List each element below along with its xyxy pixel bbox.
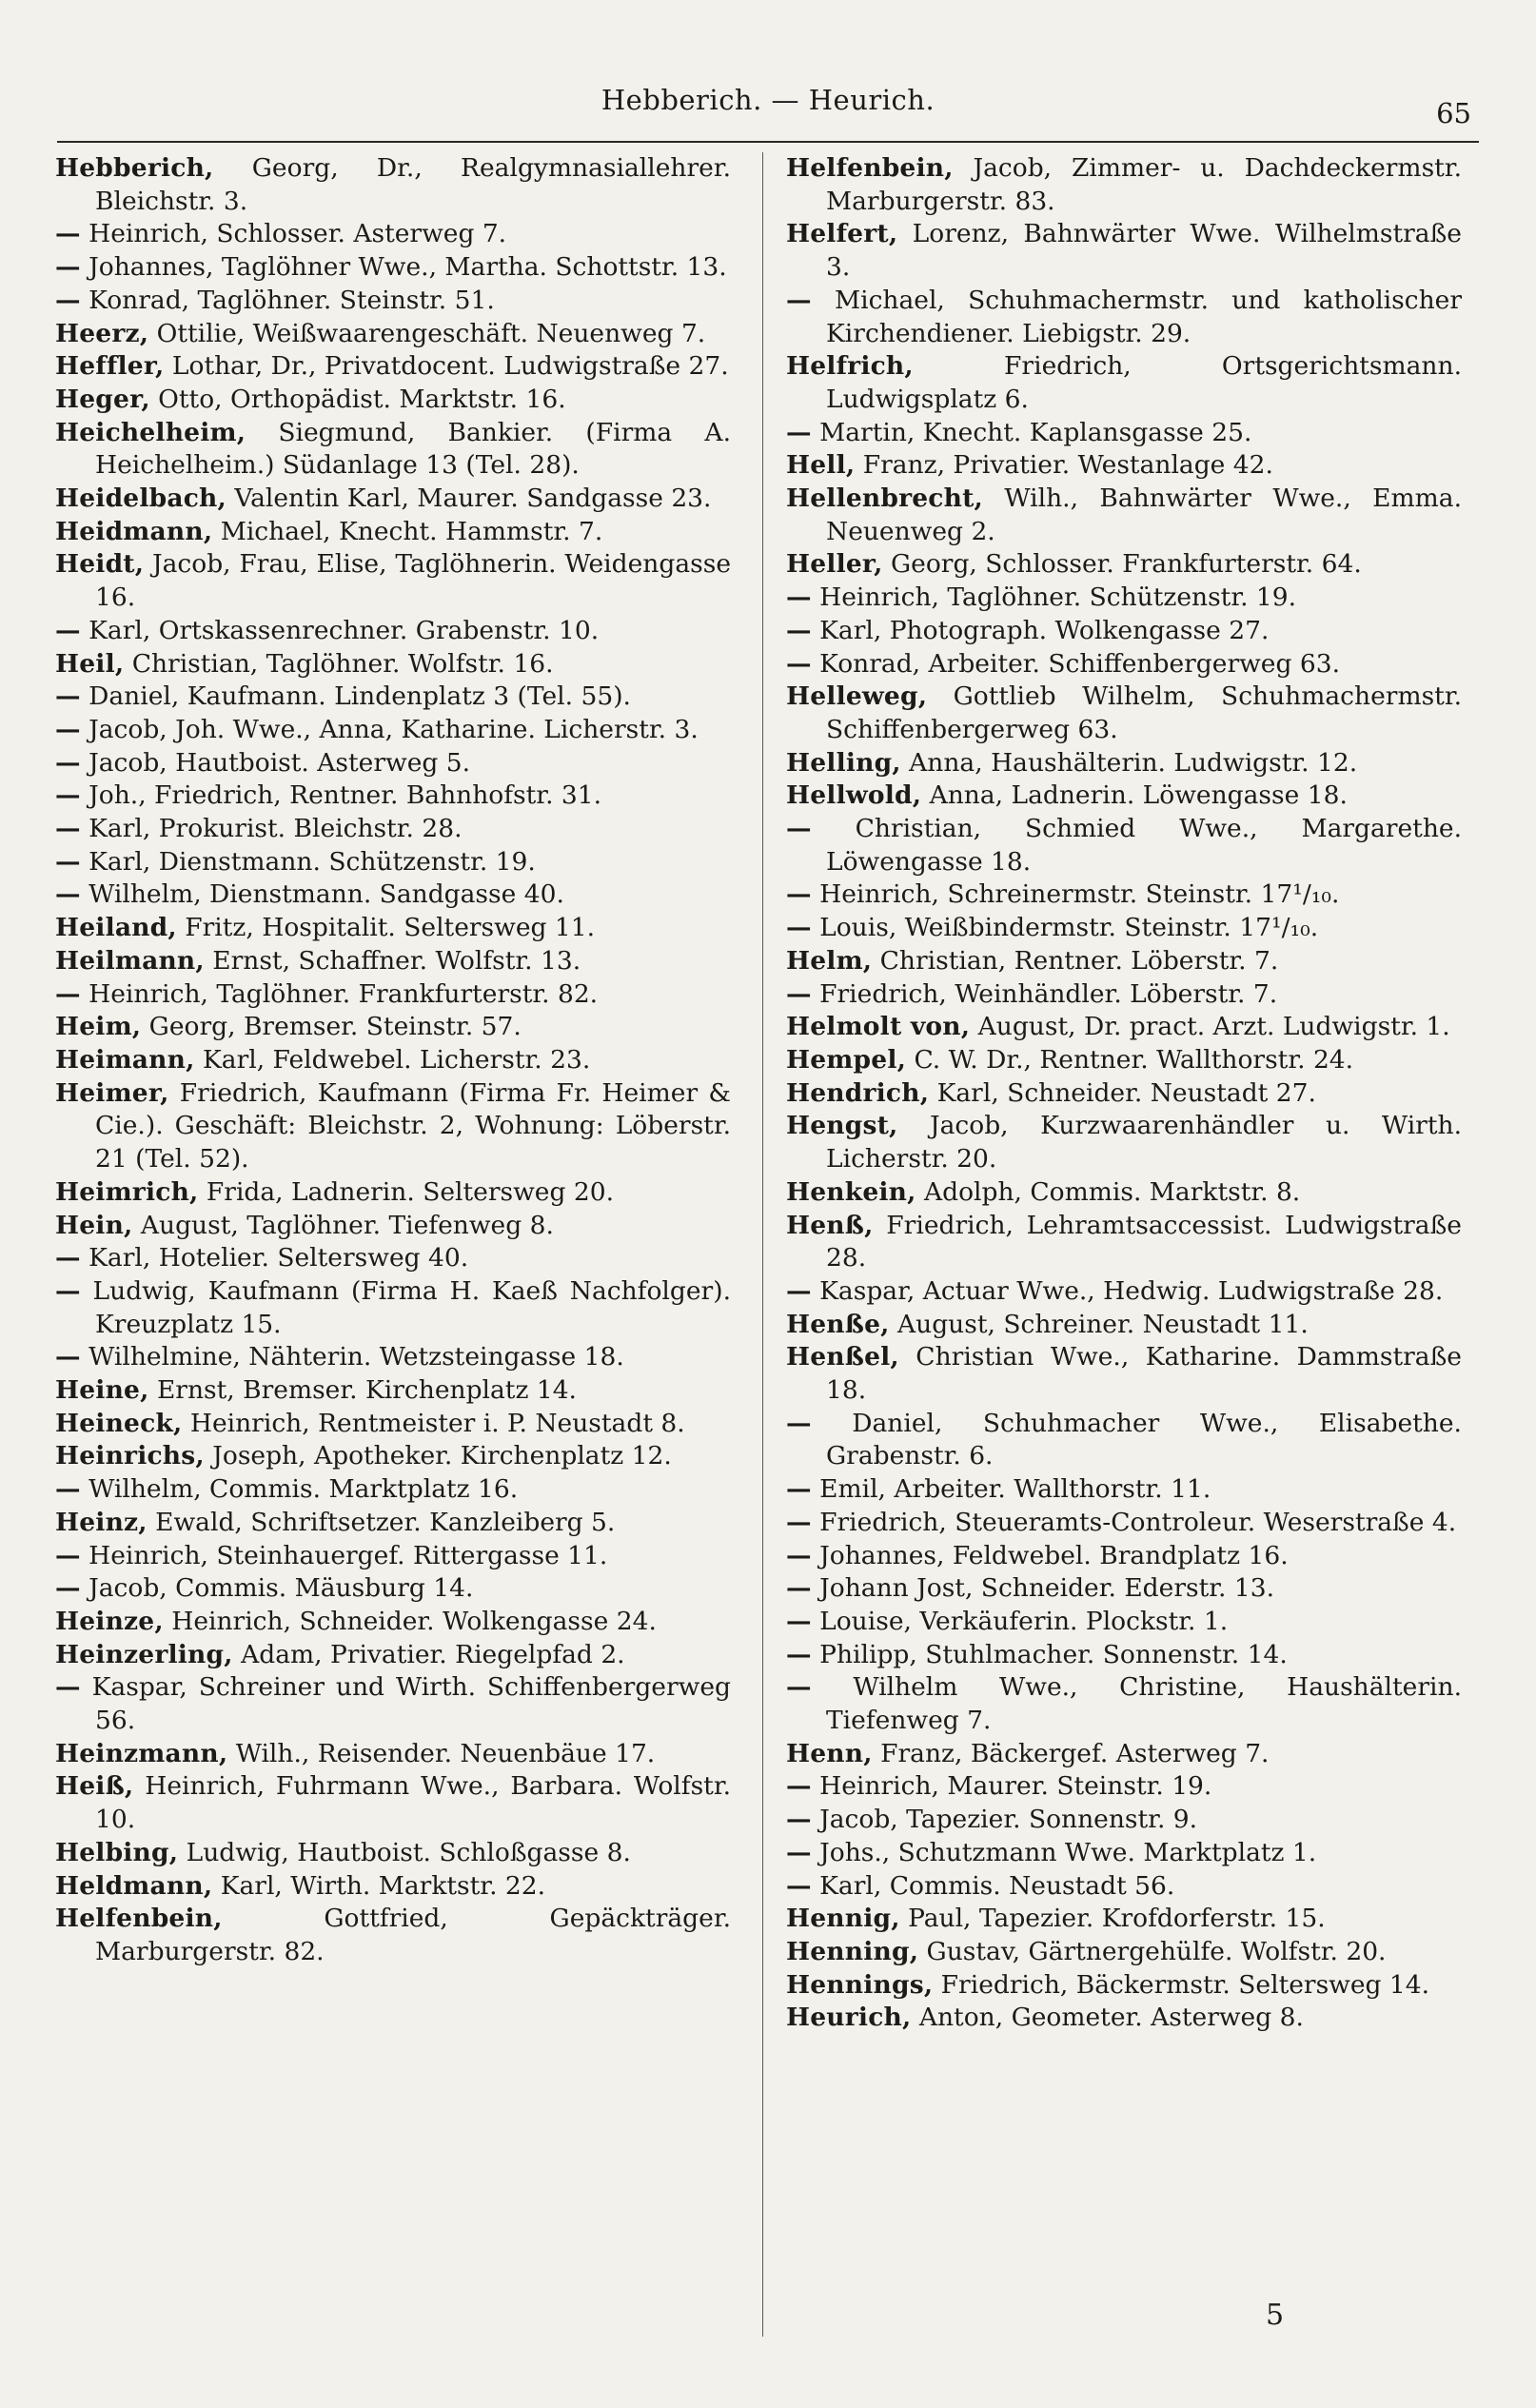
directory-entry [786, 483, 1462, 548]
directory-entry [786, 1473, 1462, 1507]
entry-name: — [55, 978, 81, 1009]
entry-details: Friedrich, Lehramtsaccessist. Ludwigstraße 28. [826, 1210, 1462, 1273]
entry-name: — [55, 219, 81, 249]
directory-entry [786, 152, 1462, 218]
directory-entry [786, 1837, 1462, 1870]
entry-details: Ernst, Bremser. Kirchenplatz 14. [148, 1375, 577, 1406]
directory-entry [786, 582, 1462, 615]
directory-entry [55, 714, 731, 747]
entry-name: Heimrich, [55, 1176, 199, 1207]
running-head: Hebberich. — Heurich. [601, 84, 935, 116]
entry-details: Johann Jost, Schneider. Ederstr. 13. [811, 1573, 1274, 1604]
entry-name: — [786, 1672, 812, 1703]
directory-entry [55, 1770, 731, 1836]
entry-details: August, Taglöhner. Tiefenweg 8. [132, 1210, 554, 1240]
directory-entry [55, 1606, 731, 1639]
directory-entry [786, 1903, 1462, 1936]
entry-name: — [786, 615, 812, 645]
entry-name: Helling, [786, 747, 901, 778]
directory-entry [786, 1044, 1462, 1077]
directory-entry [55, 1473, 731, 1507]
entry-details: Jacob, Tapezier. Sonnenstr. 9. [811, 1805, 1198, 1835]
entry-name: — [55, 285, 81, 315]
entry-details: Karl, Photograph. Wolkengasse 27. [811, 615, 1270, 645]
directory-entry [55, 1210, 731, 1243]
entry-details: Johannes, Taglöhner Wwe., Martha. Schottstr. 13. [80, 252, 727, 283]
directory-entry [55, 780, 731, 813]
entry-details: Adam, Privatier. Riegelpfad 2. [232, 1639, 625, 1669]
header-rule [57, 141, 1479, 143]
directory-entry [786, 1176, 1462, 1210]
entry-name: Heiß, [55, 1771, 134, 1802]
directory-entry [786, 1210, 1462, 1275]
entry-details: Karl, Prokurist. Bleichstr. 28. [80, 814, 463, 844]
entry-details: Frida, Ladnerin. Seltersweg 20. [198, 1176, 615, 1207]
directory-entry [55, 1639, 731, 1672]
entry-name: — [55, 1275, 81, 1306]
directory-entry [786, 681, 1462, 746]
entry-name: — [786, 913, 812, 943]
directory-entry [55, 384, 731, 417]
entry-name: — [786, 1606, 812, 1636]
directory-entry [55, 978, 731, 1012]
entry-details: Friedrich, Kaufmann (Firma Fr. Heimer & Cie.). Geschäft: Bleichstr. 2, Wohnung: Löberstr. 21 (Tel. 52). [95, 1077, 731, 1174]
directory-entry [55, 1011, 731, 1044]
directory-entry [786, 350, 1462, 416]
entry-details: Gustav, Gärtnergehülfe. Wolfstr. 20. [918, 1936, 1387, 1966]
entry-name: Heiland, [55, 913, 177, 943]
directory-entry [786, 1341, 1462, 1407]
entry-name: Heinzmann, [55, 1738, 228, 1768]
directory-entry [786, 912, 1462, 945]
directory-entry [786, 813, 1462, 878]
entry-name: — [786, 1540, 812, 1570]
entry-name: Helfenbein, [786, 153, 954, 183]
directory-entry [55, 1738, 731, 1771]
entry-details: Lothar, Dr., Privatdocent. Ludwigstraße 27. [164, 351, 729, 382]
directory-entry [55, 945, 731, 978]
entry-details: Karl, Dienstmann. Schützenstr. 19. [80, 846, 536, 877]
right-column [786, 152, 1462, 2035]
entry-name: Helfrich, [786, 351, 914, 382]
entry-details: Jacob, Kurzwaarenhändler u. Wirth. Licherstr. 20. [826, 1111, 1462, 1174]
entry-details: Wilhelm Wwe., Christine, Haushälterin. Tiefenweg 7. [811, 1672, 1462, 1736]
entry-name: Hellwold, [786, 780, 922, 811]
entry-name: Heldmann, [55, 1870, 213, 1901]
entry-details: Daniel, Kaufmann. Lindenplatz 3 (Tel. 55). [80, 681, 631, 712]
entry-name: Henß, [786, 1210, 874, 1240]
entry-name: — [55, 1573, 81, 1604]
entry-name: Heil, [55, 648, 125, 679]
directory-entry [786, 1408, 1462, 1473]
directory-entry [786, 218, 1462, 284]
entry-name: — [786, 1639, 812, 1669]
directory-entry [786, 978, 1462, 1012]
entry-name: Heim, [55, 1012, 142, 1042]
entry-details: Georg, Schlosser. Frankfurterstr. 64. [882, 549, 1362, 580]
directory-entry [786, 1309, 1462, 1342]
entry-details: Johs., Schutzmann Wwe. Marktplatz 1. [811, 1837, 1317, 1867]
entry-name: Helm, [786, 945, 873, 976]
directory-entry [55, 615, 731, 648]
directory-entry [786, 1936, 1462, 1969]
entry-details: Michael, Schuhmachermstr. und katholischer Kirchendiener. Liebigstr. 29. [811, 285, 1462, 348]
entry-details: Friedrich, Steueramts-Controleur. Weserstraße 4. [811, 1507, 1457, 1537]
entry-name: — [786, 1408, 812, 1438]
directory-entry [55, 813, 731, 846]
entry-details: Georg, Bremser. Steinstr. 57. [141, 1012, 522, 1042]
entry-name: — [786, 1474, 812, 1505]
entry-details: C. W. Dr., Rentner. Wallthorstr. 24. [906, 1044, 1354, 1075]
entry-name: — [786, 1573, 812, 1604]
entry-details: Daniel, Schuhmacher Wwe., Elisabethe. Grabenstr. 6. [811, 1408, 1462, 1471]
directory-entry [786, 2002, 1462, 2035]
entry-details: Jacob, Commis. Mäusburg 14. [80, 1573, 474, 1604]
entry-details: Heinrich, Schreinermstr. Steinstr. 17¹/₁₀. [811, 879, 1340, 910]
directory-entry [55, 1837, 731, 1870]
directory-entry [55, 483, 731, 516]
directory-entry [55, 1440, 731, 1473]
directory-entry [786, 945, 1462, 978]
directory-entry [55, 648, 731, 681]
entry-details: Wilh., Bahnwärter Wwe., Emma. Neuenweg 2. [826, 484, 1462, 546]
entry-details: Christian Wwe., Katharine. Dammstraße 18. [826, 1342, 1462, 1406]
directory-entry [786, 449, 1462, 483]
directory-entry [55, 681, 731, 714]
entry-details: Franz, Privatier. Westanlage 42. [855, 450, 1273, 481]
entry-name: — [55, 1342, 81, 1372]
entry-details: Wilhelmine, Nähterin. Wetzsteingasse 18. [80, 1342, 624, 1372]
entry-name: Helfenbein, [55, 1904, 223, 1934]
entry-details: Emil, Arbeiter. Wallthorstr. 11. [811, 1474, 1211, 1505]
directory-entry [55, 1507, 731, 1540]
directory-entry [55, 417, 731, 483]
entry-details: Anton, Geometer. Asterweg 8. [911, 2003, 1304, 2033]
directory-entry [55, 152, 731, 218]
directory-entry [55, 1408, 731, 1441]
entry-name: Heinrichs, [55, 1441, 205, 1471]
directory-entry [786, 615, 1462, 648]
entry-name: Heidelbach, [55, 484, 226, 514]
directory-entry [55, 285, 731, 318]
directory-entry [55, 1275, 731, 1341]
entry-details: Karl, Schneider. Neustadt 27. [929, 1077, 1316, 1108]
entry-details: Adolph, Commis. Marktstr. 8. [916, 1176, 1301, 1207]
entry-details: Heinrich, Taglöhner. Frankfurterstr. 82. [80, 978, 599, 1009]
entry-details: Otto, Orthopädist. Marktstr. 16. [149, 384, 566, 414]
entry-details: August, Schreiner. Neustadt 11. [889, 1309, 1309, 1339]
directory-entry [786, 780, 1462, 813]
directory-entry [55, 1903, 731, 1968]
entry-details: Christian, Rentner. Löberstr. 7. [872, 945, 1279, 976]
directory-entry [786, 417, 1462, 450]
entry-details: Heinrich, Maurer. Steinstr. 19. [811, 1771, 1212, 1802]
entry-name: Helleweg, [786, 681, 928, 712]
directory-entry [786, 1671, 1462, 1737]
entry-name: Heidmann, [55, 516, 213, 546]
entry-name: — [55, 780, 81, 811]
entry-name: Hebberich, [55, 153, 214, 183]
entry-name: Hein, [55, 1210, 133, 1240]
entry-details: Franz, Bäckergef. Asterweg 7. [872, 1738, 1270, 1768]
entry-details: Georg, Dr., Realgymnasiallehrer. Bleichstr. 3. [95, 153, 731, 216]
entry-details: Paul, Tapezier. Krofdorferstr. 15. [899, 1904, 1326, 1934]
entry-details: Ottilie, Weißwaarengeschäft. Neuenweg 7. [148, 318, 706, 348]
entry-details: Heinrich, Fuhrmann Wwe., Barbara. Wolfstr. 10. [95, 1771, 731, 1835]
entry-details: Ernst, Schaffner. Wolfstr. 13. [204, 945, 581, 976]
directory-entry [55, 1870, 731, 1904]
entry-name: — [786, 1275, 812, 1306]
entry-name: Hennings, [786, 1969, 934, 2000]
entry-name: — [786, 1507, 812, 1537]
directory-entry [786, 1870, 1462, 1904]
entry-details: Ludwig, Hautboist. Schloßgasse 8. [178, 1837, 631, 1867]
entry-details: Karl, Feldwebel. Licherstr. 23. [194, 1044, 591, 1075]
entry-name: Heinze, [55, 1606, 164, 1636]
entry-details: Heinrich, Rentmeister i. P. Neustadt 8. [182, 1408, 685, 1438]
entry-name: Hengst, [786, 1111, 898, 1141]
entry-details: Friedrich, Weinhändler. Löberstr. 7. [811, 978, 1278, 1009]
entry-details: Anna, Haushälterin. Ludwigstr. 12. [900, 747, 1358, 778]
entry-details: Ewald, Schriftsetzer. Kanzleiberg 5. [147, 1507, 616, 1537]
directory-entry [786, 1507, 1462, 1540]
entry-details: Karl, Commis. Neustadt 56. [811, 1870, 1175, 1901]
entry-details: Wilh., Reisender. Neuenbäue 17. [227, 1738, 656, 1768]
entry-name: Hendrich, [786, 1077, 930, 1108]
entry-details: Jacob, Frau, Elise, Taglöhnerin. Weidengasse 16. [95, 549, 731, 613]
entry-details: Christian, Schmied Wwe., Margarethe. Löwengasse 18. [811, 814, 1462, 877]
directory-entry [786, 1738, 1462, 1771]
entry-name: — [55, 252, 81, 283]
entry-name: Henn, [786, 1738, 873, 1768]
entry-name: — [786, 582, 812, 613]
entry-details: Karl, Wirth. Marktstr. 22. [212, 1870, 546, 1901]
entry-details: Louis, Weißbindermstr. Steinstr. 17¹/₁₀. [811, 913, 1319, 943]
entry-name: — [786, 1771, 812, 1802]
entry-name: — [55, 1243, 81, 1273]
directory-entry [786, 1275, 1462, 1309]
directory-entry [786, 1110, 1462, 1175]
entry-details: Wilhelm, Commis. Marktplatz 16. [80, 1474, 519, 1505]
entry-name: Heidt, [55, 549, 145, 580]
directory-entry [786, 548, 1462, 582]
directory-entry [55, 1341, 731, 1374]
entry-details: Gottlieb Wilhelm, Schuhmachermstr. Schiffenbergerweg 63. [826, 681, 1462, 744]
directory-entry [55, 350, 731, 384]
left-column [55, 152, 731, 1969]
directory-entry [55, 516, 731, 549]
entry-details: Heinrich, Schlosser. Asterweg 7. [80, 219, 507, 249]
entry-details: Christian, Taglöhner. Wolfstr. 16. [124, 648, 554, 679]
entry-details: Anna, Ladnerin. Löwengasse 18. [921, 780, 1348, 811]
entry-name: — [55, 814, 81, 844]
entry-details: Heinrich, Steinhauergef. Rittergasse 11. [80, 1540, 608, 1570]
page-header [57, 74, 1479, 141]
entry-name: Heineck, [55, 1408, 183, 1438]
entry-name: — [786, 648, 812, 679]
entry-name: — [786, 417, 812, 447]
directory-entry [786, 1804, 1462, 1837]
entry-name: Heerz, [55, 318, 149, 348]
entry-details: Heinrich, Schneider. Wolkengasse 24. [163, 1606, 657, 1636]
directory-entry [786, 1077, 1462, 1111]
entry-name: — [55, 1474, 81, 1505]
entry-name: Henning, [786, 1936, 919, 1966]
directory-entry [786, 1770, 1462, 1804]
entry-details: August, Dr. pract. Arzt. Ludwigstr. 1. [970, 1012, 1450, 1042]
page-number: 65 [1436, 97, 1471, 129]
directory-entry [786, 1639, 1462, 1672]
entry-details: Kaspar, Actuar Wwe., Hedwig. Ludwigstraße 28. [811, 1275, 1444, 1306]
directory-entry [55, 912, 731, 945]
entry-details: Jacob, Joh. Wwe., Anna, Katharine. Licherstr. 3. [80, 714, 699, 744]
entry-name: — [55, 1540, 81, 1570]
entry-details: Ludwig, Kaufmann (Firma H. Kaeß Nachfolger). Kreuzplatz 15. [80, 1275, 731, 1339]
entry-name: — [55, 879, 81, 910]
directory-entry [55, 878, 731, 912]
entry-name: Heichelheim, [55, 417, 246, 447]
entry-name: — [55, 615, 81, 645]
directory-entry [786, 1572, 1462, 1606]
entry-name: Heinz, [55, 1507, 148, 1537]
entry-name: Hellenbrecht, [786, 484, 983, 514]
directory-entry [786, 747, 1462, 780]
entry-details: Martin, Knecht. Kaplansgasse 25. [811, 417, 1252, 447]
entry-details: Wilhelm, Dienstmann. Sandgasse 40. [80, 879, 564, 910]
entry-details: Kaspar, Schreiner und Wirth. Schiffenbergerweg 56. [80, 1672, 731, 1736]
entry-details: Louise, Verkäuferin. Plockstr. 1. [811, 1606, 1229, 1636]
entry-name: Heurich, [786, 2003, 912, 2033]
entry-name: — [786, 814, 812, 844]
entry-details: Johannes, Feldwebel. Brandplatz 16. [811, 1540, 1289, 1570]
entry-details: Valentin Karl, Maurer. Sandgasse 23. [226, 484, 712, 514]
directory-entry [55, 747, 731, 780]
entry-details: Konrad, Arbeiter. Schiffenbergerweg 63. [811, 648, 1341, 679]
entry-details: Karl, Hotelier. Seltersweg 40. [80, 1243, 469, 1273]
entry-name: — [55, 747, 81, 778]
entry-details: Jacob, Zimmer- u. Dachdeckermstr. Marburgerstr. 83. [826, 153, 1462, 216]
directory-entry [55, 846, 731, 879]
entry-name: — [55, 714, 81, 744]
directory-entry [55, 1176, 731, 1210]
entry-name: Heffler, [55, 351, 165, 382]
directory-entry [786, 1969, 1462, 2003]
entry-name: — [55, 681, 81, 712]
entry-name: Henkein, [786, 1176, 916, 1207]
entry-name: Helbing, [55, 1837, 179, 1867]
entry-name: Henße, [786, 1309, 890, 1339]
directory-entry [786, 1606, 1462, 1639]
directory-entry [786, 878, 1462, 912]
directory-entry [55, 1374, 731, 1408]
entry-details: Joh., Friedrich, Rentner. Bahnhofstr. 31. [80, 780, 602, 811]
entry-details: Gottfried, Gepäckträger. Marburgerstr. 82. [95, 1904, 731, 1966]
entry-name: Heimer, [55, 1077, 169, 1108]
entry-name: Hempel, [786, 1044, 907, 1075]
column-divider [762, 152, 763, 2337]
entry-name: — [786, 879, 812, 910]
entry-details: Jacob, Hautboist. Asterweg 5. [80, 747, 471, 778]
entry-details: Philipp, Stuhlmacher. Sonnenstr. 14. [811, 1639, 1288, 1669]
entry-details: Joseph, Apotheker. Kirchenplatz 12. [204, 1441, 672, 1471]
entry-name: — [786, 1837, 812, 1867]
entry-name: — [786, 1805, 812, 1835]
directory-entry [55, 1540, 731, 1573]
entry-name: — [786, 978, 812, 1009]
entry-details: Heinrich, Taglöhner. Schützenstr. 19. [811, 582, 1297, 613]
directory-entry [55, 251, 731, 285]
directory-entry [55, 1044, 731, 1077]
entry-name: Heilmann, [55, 945, 205, 976]
directory-entry [55, 1242, 731, 1275]
entry-details: Michael, Knecht. Hammstr. 7. [212, 516, 603, 546]
directory-entry [55, 1077, 731, 1176]
entry-name: — [786, 285, 812, 315]
directory-entry [55, 318, 731, 351]
directory-entry [786, 648, 1462, 681]
entry-name: — [55, 846, 81, 877]
entry-details: Siegmund, Bankier. (Firma A. Heichelheim.) Südanlage 13 (Tel. 28). [95, 417, 731, 481]
entry-name: — [786, 1870, 812, 1901]
entry-name: — [55, 1672, 81, 1703]
entry-details: Lorenz, Bahnwärter Wwe. Wilhelmstraße 3. [826, 219, 1462, 283]
entry-details: Karl, Ortskassenrechner. Grabenstr. 10. [80, 615, 600, 645]
directory-entry [786, 1011, 1462, 1044]
entry-details: Fritz, Hospitalit. Seltersweg 11. [176, 913, 596, 943]
directory-entry [786, 1540, 1462, 1573]
entry-name: Henßel, [786, 1342, 899, 1372]
entry-name: Helfert, [786, 219, 898, 249]
directory-entry [55, 1671, 731, 1737]
entry-name: Heinzerling, [55, 1639, 233, 1669]
directory-entry [55, 548, 731, 614]
entry-name: Heller, [786, 549, 883, 580]
directory-entry [55, 1572, 731, 1606]
entry-name: Hennig, [786, 1904, 900, 1934]
entry-name: Heimann, [55, 1044, 195, 1075]
entry-details: Konrad, Taglöhner. Steinstr. 51. [80, 285, 495, 315]
entry-details: Friedrich, Bäckermstr. Seltersweg 14. [933, 1969, 1430, 2000]
directory-entry [55, 218, 731, 251]
entry-name: Heine, [55, 1375, 149, 1406]
directory-entry [786, 285, 1462, 350]
entry-details: Friedrich, Ortsgerichtsmann. Ludwigsplatz 6. [826, 351, 1462, 414]
signature-mark: 5 [1266, 2299, 1285, 2332]
entry-name: Helmolt von, [786, 1012, 971, 1042]
entry-name: Heger, [55, 384, 150, 414]
entry-name: Hell, [786, 450, 856, 481]
